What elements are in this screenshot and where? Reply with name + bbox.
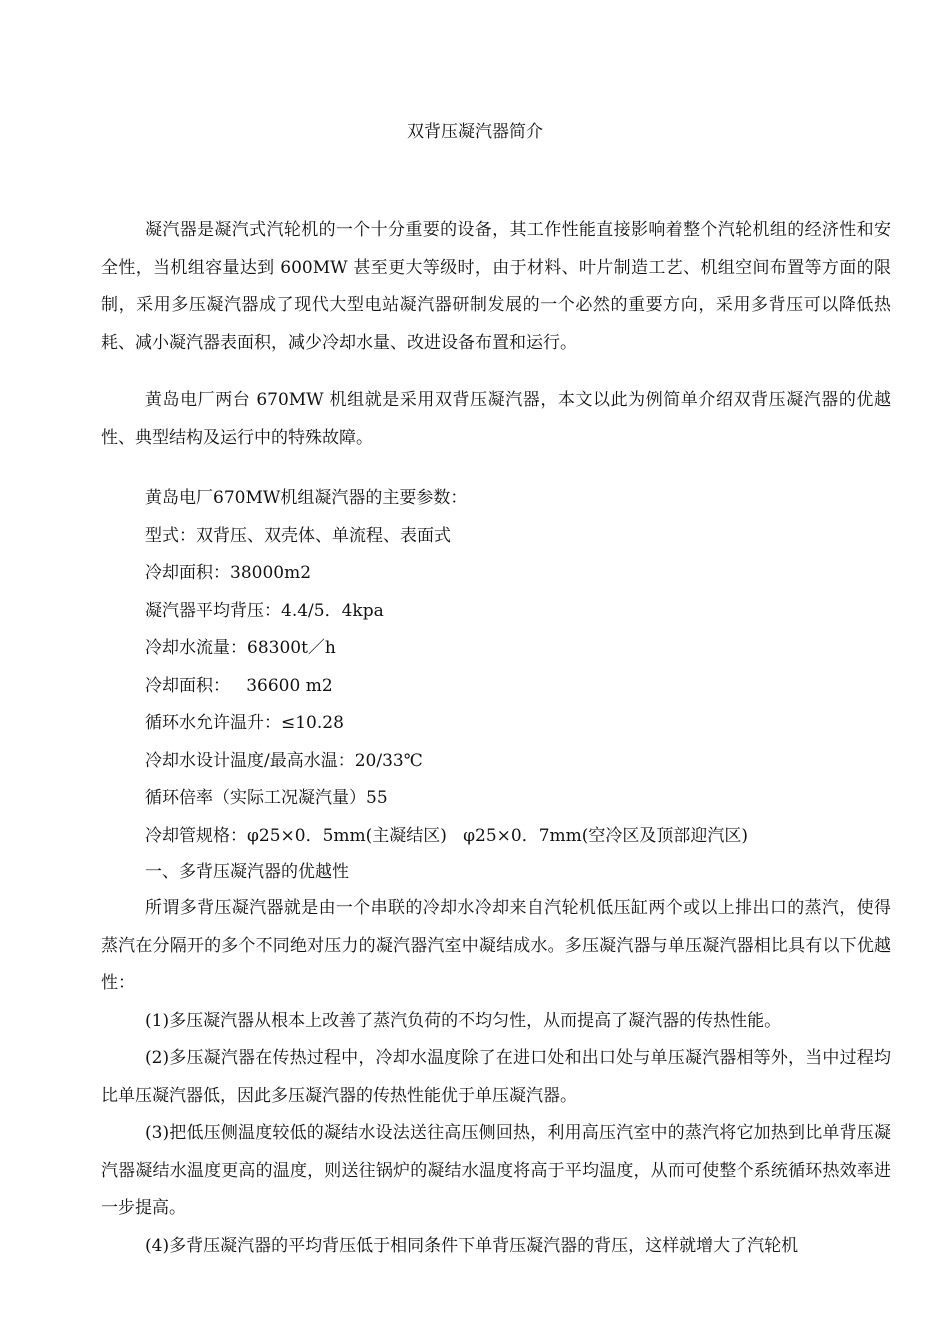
body-paragraph-1: 所谓多背压凝汽器就是由一个串联的冷却水冷却来自汽轮机低压缸两个或以上排出口的蒸汽，使得蒸汽在分隔开的多个不同绝对压力的凝汽器汽室中凝结成水。多压凝汽器与单压凝汽器相比具有以下优越性： xyxy=(101,898,891,993)
intro-paragraph-2: 黄岛电厂两台 670MW 机组就是采用双背压凝汽器，本文以此为例简单介绍双背压凝汽器的优越性、典型结构及运行中的特殊故障。 xyxy=(101,390,891,448)
spec-tube-size: 冷却管规格：φ25×0．5mm(主凝结区) φ25×0．7mm(空冷区及顶部迎汽区) xyxy=(145,826,749,846)
body-paragraph-2: (1)多压凝汽器从根本上改善了蒸汽负荷的不均匀性，从而提高了凝汽器的传热性能。 xyxy=(145,1011,782,1031)
spec-circulation-ratio: 循环倍率（实际工况凝汽量）55 xyxy=(145,788,388,808)
spec-water-flow: 冷却水流量：68300t／h xyxy=(145,638,336,658)
body-paragraph-4: (3)把低压侧温度较低的凝结水设法送往高压侧回热，利用高压汽室中的蒸汽将它加热到比单背压凝汽器凝结水温度更高的温度，则送往锅炉的凝结水温度将高于平均温度，从而可使整个系统循环热效率进一步提高。 xyxy=(101,1123,891,1218)
spec-type: 型式：双背压、双壳体、单流程、表面式 xyxy=(145,526,451,546)
spec-heading: 黄岛电厂670MW机组凝汽器的主要参数： xyxy=(145,488,468,508)
spec-temp-rise: 循环水允许温升：≤10.28 xyxy=(145,713,344,733)
body-paragraph-5: (4)多背压凝汽器的平均背压低于相同条件下单背压凝汽器的背压，这样就增大了汽轮机 xyxy=(145,1236,799,1256)
intro-paragraph-1: 凝汽器是凝汽式汽轮机的一个十分重要的设备，其工作性能直接影响着整个汽轮机组的经济性和安全性，当机组容量达到 600MW 甚至更大等级时，由于材料、叶片制造工艺、机组空间布置等方面的限制，采用多压凝汽器成了现代大型电站凝汽器研制发展的一个必然的重要方向，采用多背压可以降低热耗、减小凝汽器表面积，减少冷却水量、改进设备布置和运行。 xyxy=(101,220,891,353)
spec-cooling-area: 冷却面积：38000m2 xyxy=(145,563,312,583)
body-paragraph-3: (2)多压凝汽器在传热过程中，冷却水温度除了在进口处和出口处与单压凝汽器相等外，当中过程均比单压凝汽器低，因此多压凝汽器的传热性能优于单压凝汽器。 xyxy=(101,1048,891,1106)
spec-avg-backpressure: 凝汽器平均背压：4.4/5．4kpa xyxy=(145,601,384,621)
spec-design-temp: 冷却水设计温度/最高水温：20/33℃ xyxy=(145,751,423,771)
spec-cooling-area-2: 冷却面积： 36600 m2 xyxy=(145,676,333,696)
section-heading-1: 一、多背压凝汽器的优越性 xyxy=(145,862,349,882)
page-title: 双背压凝汽器简介 xyxy=(407,122,543,142)
